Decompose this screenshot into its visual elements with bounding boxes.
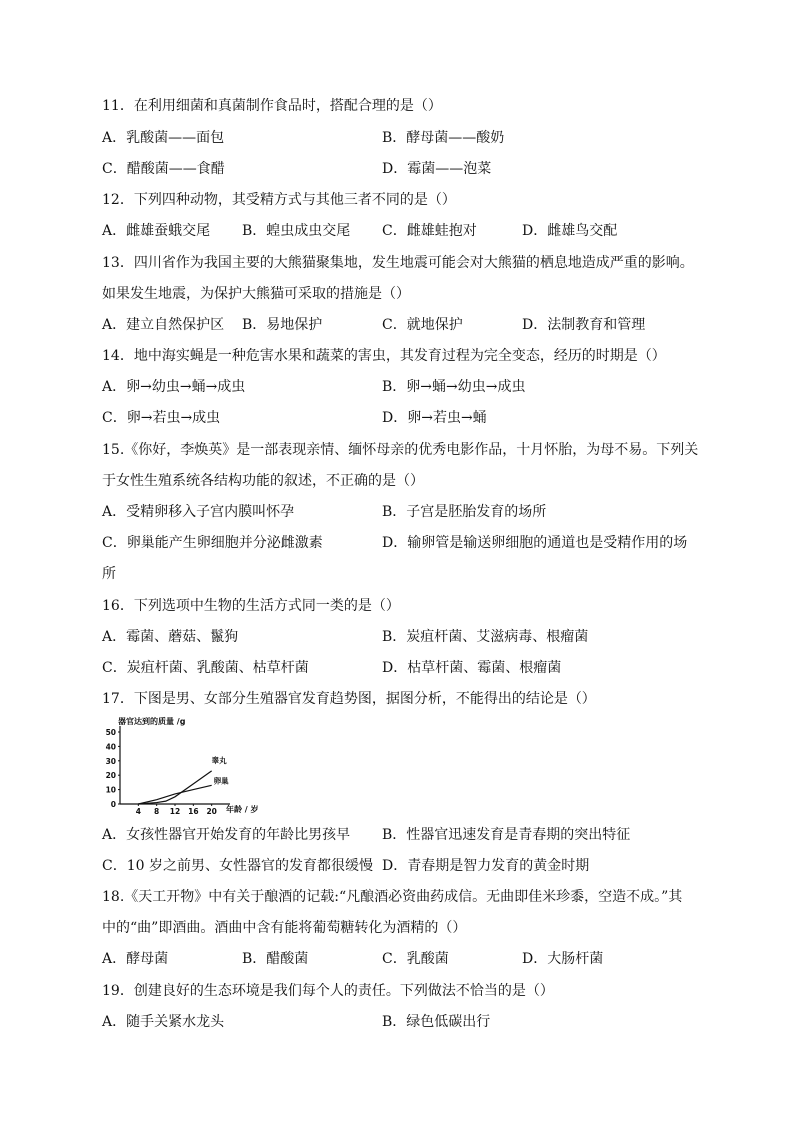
question-14-option-a[interactable]: A．卵→幼虫→蛹→成虫 <box>102 379 246 395</box>
question-15-option-c[interactable]: C．卵巢能产生卵细胞并分泌雌激素 <box>102 535 323 551</box>
chart-x-tick-label: 16 <box>188 807 199 816</box>
question-18-option-b[interactable]: B．醋酸菌 <box>242 951 309 967</box>
question-11-stem: 11．在利用细菌和真菌制作食品时，搭配合理的是（） <box>102 98 442 114</box>
question-12-option-d[interactable]: D．雌雄鸟交配 <box>522 223 618 239</box>
question-15-option-a[interactable]: A．受精卵移入子宫内膜叫怀孕 <box>102 504 295 520</box>
chart-series-label: 卵巢 <box>213 776 229 786</box>
question-11-option-c[interactable]: C．醋酸菌——食醋 <box>102 161 225 177</box>
question-17-stem: 17．下图是男、女部分生殖器官发育趋势图，据图分析，不能得出的结论是（） <box>102 691 596 707</box>
question-12-stem: 12．下列四种动物，其受精方式与其他三者不同的是（） <box>102 192 456 208</box>
chart-series-line-ovary <box>138 785 211 804</box>
question-13-option-c[interactable]: C．就地保护 <box>382 317 463 333</box>
question-11-option-b[interactable]: B．酵母菌——酸奶 <box>382 130 505 146</box>
question-14-option-d[interactable]: D．卵→若虫→蛹 <box>382 410 487 426</box>
question-13-stem-line-2: 如果发生地震，为保护大熊猫可采取的措施是（） <box>102 286 410 302</box>
question-18-option-a[interactable]: A．酵母菌 <box>102 951 169 967</box>
question-15-option-b[interactable]: B．子宫是胚胎发育的场所 <box>382 504 547 520</box>
question-18-stem-line-2: 中的“曲”即酒曲。酒曲中含有能将葡萄糖转化为酒精的（） <box>102 920 467 936</box>
chart-x-ticks <box>136 804 217 816</box>
question-15-option-d[interactable]: D．输卵管是输送卵细胞的通道也是受精作用的场 <box>382 535 688 551</box>
chart-series-label: 睾丸 <box>211 755 227 765</box>
question-16-option-b[interactable]: B．炭疽杆菌、艾滋病毒、根瘤菌 <box>382 629 589 645</box>
question-16-stem: 16．下列选项中生物的生活方式同一类的是（） <box>102 598 400 614</box>
question-19-option-a[interactable]: A．随手关紧水龙头 <box>102 1014 225 1030</box>
chart-y-tick-label: 20 <box>105 771 116 781</box>
chart-axes <box>120 726 230 804</box>
question-18-option-c[interactable]: C．乳酸菌 <box>382 951 449 967</box>
question-14-option-c[interactable]: C．卵→若虫→成虫 <box>102 410 221 426</box>
chart-y-ticks <box>106 728 120 809</box>
question-13-stem-line-1: 13．四川省作为我国主要的大熊猫聚集地，发生地震可能会对大熊猫的栖息地造成严重的影响。 <box>102 255 694 271</box>
question-11-option-d[interactable]: D．霉菌——泡菜 <box>382 161 492 177</box>
chart-series-lines <box>138 771 211 804</box>
question-18-stem-line-1: 18.《天工开物》中有关于酿酒的记载:“凡酿酒必资曲药成信。无曲即佳米珍黍，空造不成。”其 <box>102 889 683 905</box>
question-15-stem-line-1: 15.《你好，李焕英》是一部表现亲情、缅怀母亲的优秀电影作品，十月怀胎，为母不易。下列关 <box>102 442 699 458</box>
chart-y-tick-label: 30 <box>105 756 116 766</box>
chart-xlabel: 年龄 / 岁 <box>226 805 258 814</box>
question-14-stem: 14．地中海实蝇是一种危害水果和蔬菜的害虫，其发育过程为完全变态，经历的时期是（） <box>102 348 666 364</box>
question-17-option-b[interactable]: B．性器官迅速发育是青春期的突出特征 <box>382 827 631 843</box>
chart-x-tick-label: 4 <box>135 807 141 816</box>
chart-y-tick-label: 50 <box>105 728 116 737</box>
question-16-option-c[interactable]: C．炭疽杆菌、乳酸菌、枯草杆菌 <box>102 660 309 676</box>
question-17-option-d[interactable]: D．青春期是智力发育的黄金时期 <box>382 858 590 874</box>
chart-ylabel: 器官达到的质量 /g <box>118 717 186 726</box>
question-12-option-b[interactable]: B．蝗虫成虫交尾 <box>242 223 351 239</box>
chart-y-tick-label: 40 <box>105 742 116 752</box>
question-11-option-a[interactable]: A．乳酸菌——面包 <box>102 130 225 146</box>
question-17-option-a[interactable]: A．女孩性器官开始发育的年龄比男孩早 <box>102 827 351 843</box>
question-16-option-d[interactable]: D．枯草杆菌、霉菌、根瘤菌 <box>382 660 562 676</box>
question-18-option-d[interactable]: D．大肠杆菌 <box>522 951 604 967</box>
question-12-option-c[interactable]: C．雌雄蛙抱对 <box>382 223 477 239</box>
chart-x-tick-label: 8 <box>154 807 160 816</box>
question-16-option-a[interactable]: A．霉菌、蘑菇、鬣狗 <box>102 629 239 645</box>
question-19-stem: 19．创建良好的生态环境是我们每个人的责任。下列做法不恰当的是（） <box>102 983 554 999</box>
question-13-option-d[interactable]: D．法制教育和管理 <box>522 317 646 333</box>
chart-y-tick-label: 10 <box>105 785 116 795</box>
question-17-option-c[interactable]: C．10 岁之前男、女性器官的发育都很缓慢 <box>102 858 373 874</box>
chart-x-tick-label: 12 <box>169 807 181 816</box>
question-12-option-a[interactable]: A．雌雄蚕蛾交尾 <box>102 223 211 239</box>
question-14-option-b[interactable]: B．卵→蛹→幼虫→成虫 <box>382 379 526 395</box>
chart-y-tick-label: 0 <box>110 800 116 809</box>
question-15-option-d-continuation: 所 <box>102 566 116 582</box>
question-13-option-a[interactable]: A．建立自然保护区 <box>102 317 225 333</box>
reproductive-organ-development-chart <box>98 714 258 822</box>
chart-x-tick-label: 20 <box>206 807 217 816</box>
question-13-option-b[interactable]: B．易地保护 <box>242 317 323 333</box>
chart-series-labels <box>212 755 229 785</box>
question-15-stem-line-2: 于女性生殖系统各结构功能的叙述，不正确的是（） <box>102 473 424 489</box>
question-19-option-b[interactable]: B．绿色低碳出行 <box>382 1014 491 1030</box>
